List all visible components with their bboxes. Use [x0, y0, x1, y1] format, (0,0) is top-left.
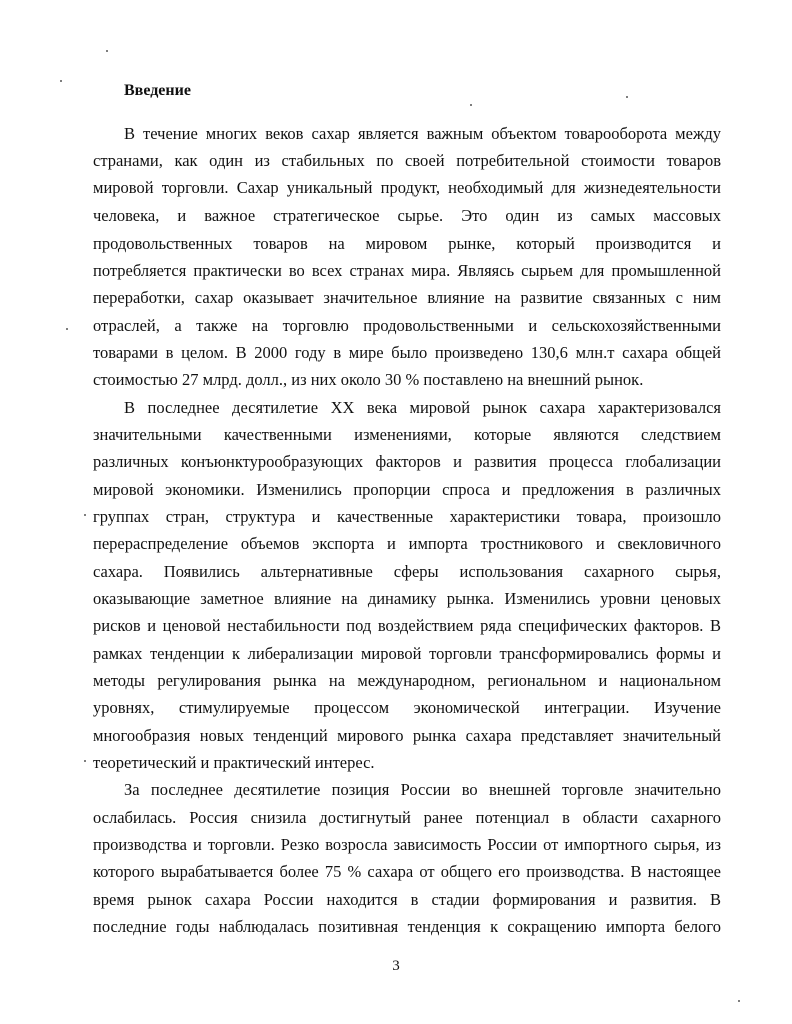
- text-line: последние годы наблюдалась позитивная тенденция к сокращению импорта белого: [93, 917, 721, 936]
- text-line: оказывающие заметное влияние на динамику рынка. Изменились уровни ценовых: [93, 589, 721, 608]
- text-line: отраслей, а также на торговлю продовольственными и сельскохозяйственными: [93, 316, 721, 335]
- text-line: мировой торговли. Сахар уникальный продукт, необходимый для жизнедеятельности: [93, 178, 721, 197]
- text-line: переработки, сахар оказывает значительное влияние на развитие связанных с ним: [93, 288, 721, 307]
- text-line: многообразия новых тенденций мирового рынка сахара представляет значительный: [93, 726, 721, 745]
- scan-speck: [66, 328, 68, 330]
- scan-speck: [60, 80, 62, 82]
- text-line: стоимостью 27 млрд. долл., из них около 30 % поставлено на внешний рынок.: [93, 370, 644, 389]
- scan-speck: [84, 760, 86, 762]
- text-line: уровнях, стимулируемые процессом экономической интеграции. Изучение: [93, 698, 721, 717]
- page-number: 3: [392, 958, 400, 974]
- text-line: методы регулирования рынка на международном, региональном и национальном: [93, 671, 721, 690]
- scan-speck: [106, 50, 108, 52]
- text-line: странами, как один из стабильных по своей потребительной стоимости товаров: [93, 151, 721, 170]
- text-line: сахара. Появились альтернативные сферы использования сахарного сырья,: [93, 562, 721, 581]
- text-line: значительными качественными изменениями, которые являются следствием: [93, 425, 721, 444]
- text-line: В последнее десятилетие XX века мировой рынок сахара характеризовался: [124, 398, 721, 417]
- text-line: продовольственных товаров на мировом рынке, который производится и: [93, 234, 721, 253]
- text-line: рисков и ценовой нестабильности под воздействием ряда специфических факторов. В: [93, 616, 721, 635]
- text-line: ослабилась. Россия снизила достигнутый ранее потенциал в области сахарного: [93, 808, 721, 827]
- text-line: В течение многих веков сахар является важным объектом товарооборота между: [124, 124, 721, 143]
- text-line: рамках тенденции к либерализации мировой торговли трансформировались формы и: [93, 644, 721, 663]
- scan-speck: [626, 96, 628, 98]
- text-line: теоретический и практический интерес.: [93, 753, 375, 772]
- scan-speck: [84, 514, 86, 516]
- text-line: перераспределение объемов экспорта и импорта тростникового и свекловичного: [93, 534, 721, 553]
- text-line: товарами в целом. В 2000 году в мире было произведено 130,6 млн.т сахара общей: [93, 343, 721, 362]
- text-line: За последнее десятилетие позиция России во внешней торговле значительно: [124, 780, 721, 799]
- text-line: мировой экономики. Изменились пропорции спроса и предложения в различных: [93, 480, 721, 499]
- text-line: производства и торговли. Резко возросла зависимость России от импортного сырья, из: [93, 835, 721, 854]
- text-line: группах стран, структура и качественные характеристики товара, произошло: [93, 507, 721, 526]
- text-line: человека, и важное стратегическое сырье. Это один из самых массовых: [93, 206, 721, 225]
- scan-speck: [470, 104, 472, 106]
- text-line: которого вырабатывается более 75 % сахара от общего его производства. В настоящее: [93, 862, 721, 881]
- scan-speck: [738, 1000, 740, 1002]
- text-line: время рынок сахара России находится в стадии формирования и развития. В: [93, 890, 721, 909]
- section-heading: Введение: [124, 82, 191, 99]
- text-line: потребляется практически во всех странах мира. Являясь сырьем для промышленной: [93, 261, 721, 280]
- text-line: различных конъюнктурообразующих факторов и развития процесса глобализации: [93, 452, 721, 471]
